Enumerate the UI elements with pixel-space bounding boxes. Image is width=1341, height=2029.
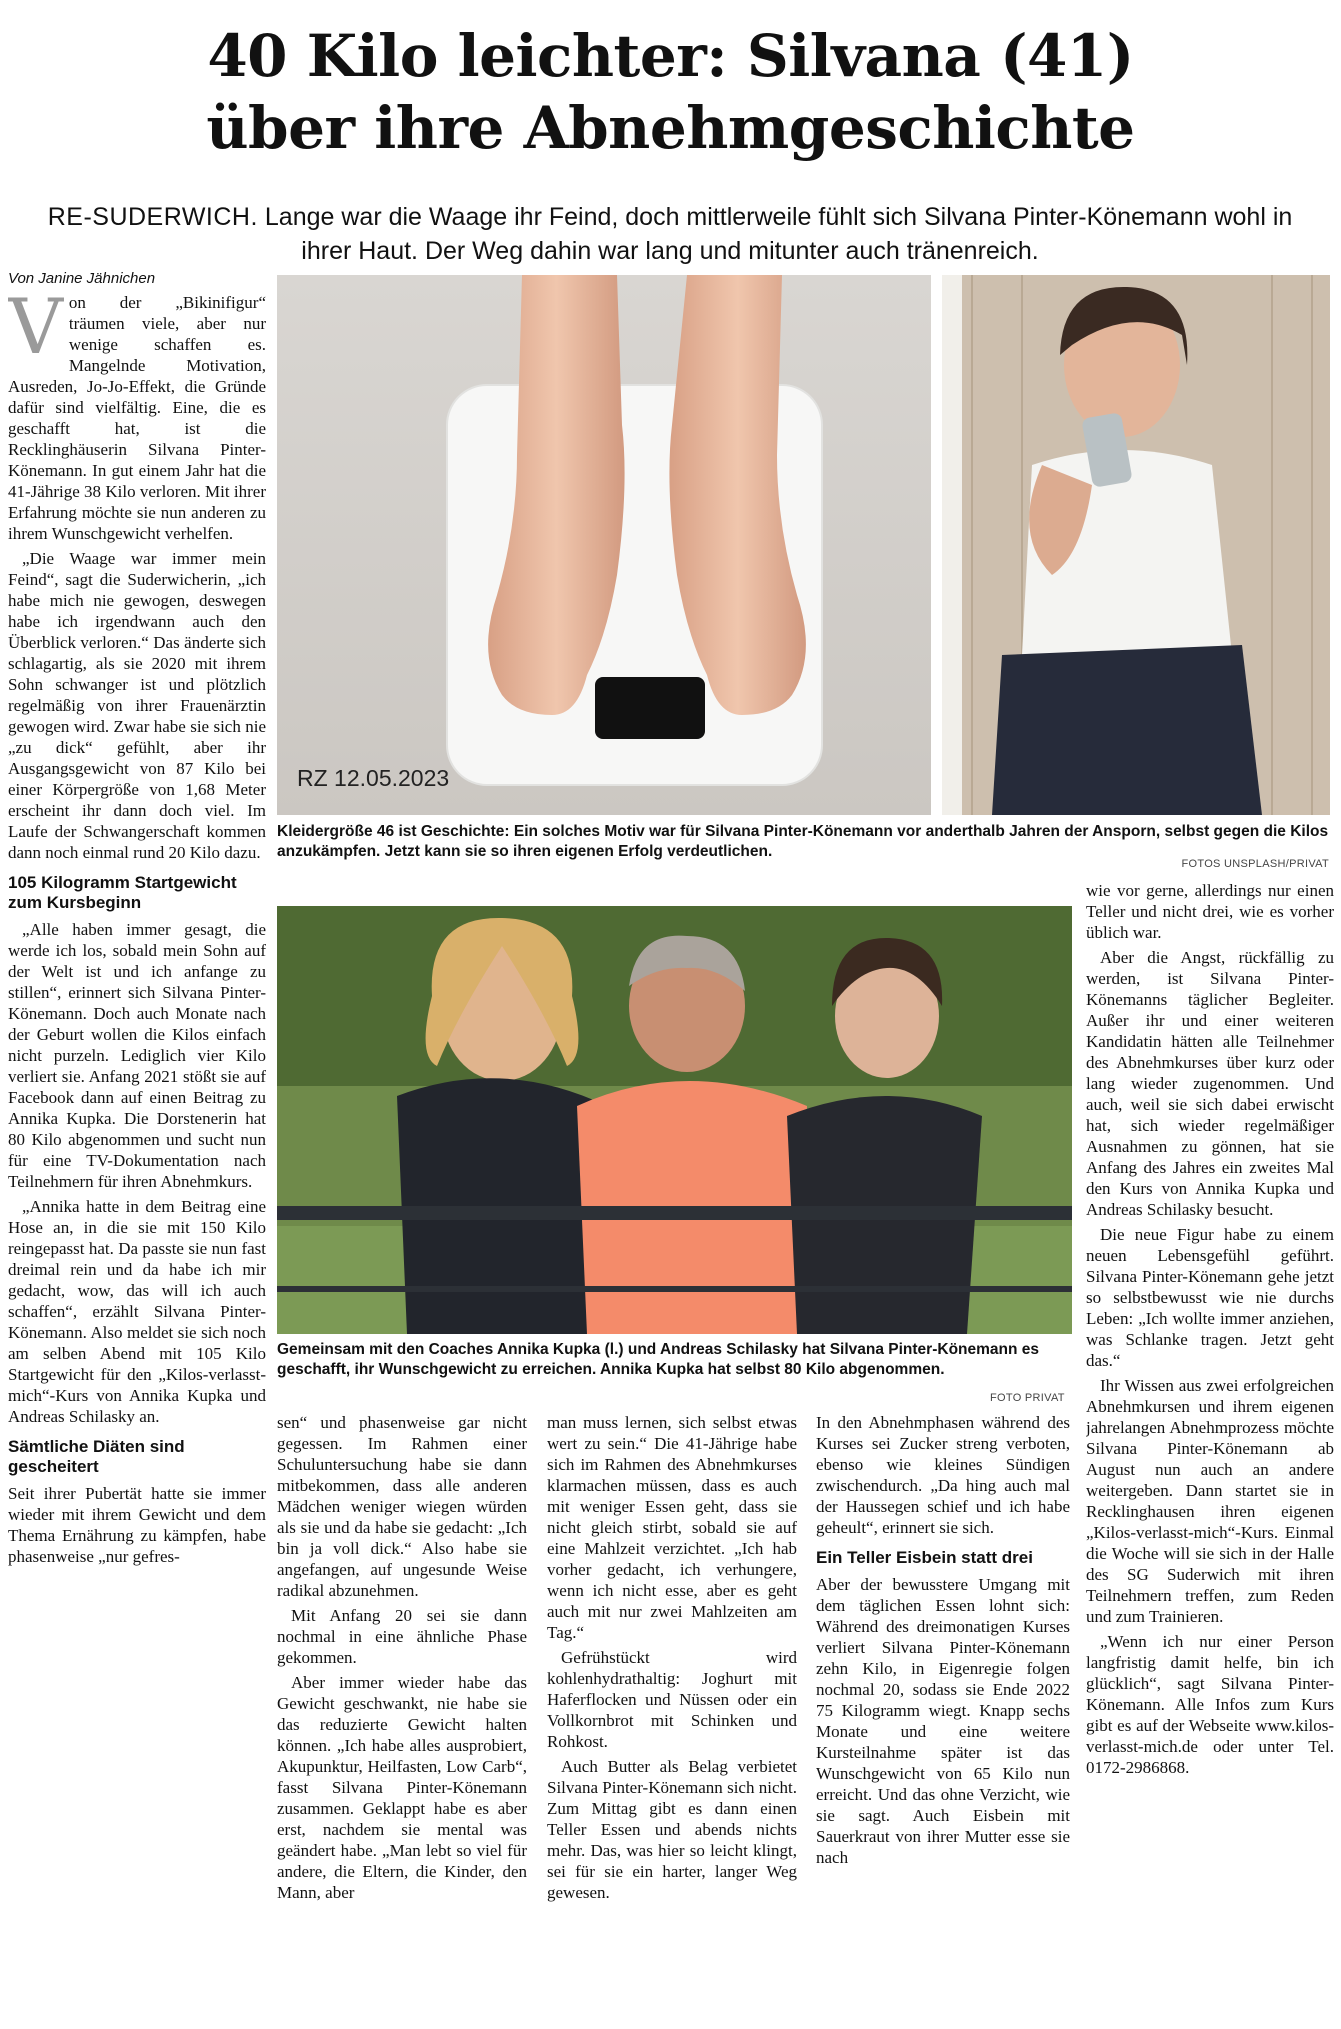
headline-line-1: 40 Kilo leichter: Silvana (41) xyxy=(207,22,1134,90)
photo-scale-illustration xyxy=(277,275,931,815)
drop-cap: V xyxy=(8,292,63,371)
photo-mirror-selfie xyxy=(942,275,1330,815)
article-paragraph: „Die Waage war immer mein Feind“, sagt die Suderwicherin, „ich habe mich nie gewogen, deswegen habe ich irgendwann auch den Überblick verloren.“ Das änderte sich schlagartig, als sie 2020 mit ihrem Sohn schwanger ist und plötzlich regelmäßig von ihrer Frauenärztin gewogen wird. Zwar habe sie sich nie „zu dick“ gefühlt, aber ihr Ausgangsgewicht von 87 Kilo bei einer Körpergröße von 1,68 Meter erscheint ihr dann doch viel. Im Laufe der Schwangerschaft kommen dann noch einmal rund 20 Kilo dazu. xyxy=(8,549,266,862)
article-paragraph: Die neue Figur habe zu einem neuen Lebensgefühl geführt. Silvana Pinter-Könemann gehe jetzt so selbstbewusst wie nie durchs Leben: „Ich wollte immer anziehen, was Schlanke tragen. Jetzt geht das.“ xyxy=(1086,1225,1334,1370)
lead-text: Lange war die Waage ihr Feind, doch mittlerweile fühlt sich Silvana Pinter-Könemann wohl in ihrer Haut. Der Weg dahin war lang und mitunter auch tränenreich. xyxy=(264,203,1293,265)
article-column-5 xyxy=(1086,880,1334,2027)
credit-mid-photo: FOTO PRIVAT xyxy=(990,1392,1065,1404)
article-paragraph: In den Abnehmphasen während des Kurses sei Zucker streng verboten, ebenso wie kleines Sündigen zwischendurch. „Da hing auch mal der Haussegen schief und ich habe geheult“, erinnert sie sich. xyxy=(816,1413,1070,1537)
photo-scale-feet xyxy=(277,275,931,815)
article-paragraph: Gefrühstückt wird kohlenhydrathaltig: Joghurt mit Haferflocken und Nüssen oder ein Vollkornbrot mit Schinken und Rohkost. xyxy=(547,1648,797,1751)
lead-paragraph xyxy=(40,200,1300,268)
article-column-2 xyxy=(277,1412,527,2027)
article-paragraph: Seit ihrer Pubertät hatte sie immer wieder mit ihrem Gewicht und dem Thema Ernährung zu kämpfen, habe phasenweise „nur gefres- xyxy=(8,1484,266,1566)
article-paragraph: Von der „Bikinifigur“ träumen viele, aber nur wenige schaffen es. Mangelnde Motivation, Ausreden, Jo-Jo-Effekt, die Gründe dafür sind vielfältig. Eine, die es geschafft hat, ist die Recklinghäuserin Silvana Pinter-Könemann. In gut einem Jahr hat die 41-Jährige 38 Kilo verloren. Mit ihrer Erfahrung möchte sie nun anderen zu ihrem Wunschgewicht verhelfen. xyxy=(8,292,266,543)
photo-coaches xyxy=(277,906,1072,1334)
article-paragraph: wie vor gerne, allerdings nur einen Teller und nicht drei, wie es vorher üblich war. xyxy=(1086,881,1334,942)
article-paragraph: Aber der bewusstere Umgang mit dem täglichen Essen lohnt sich: Während des dreimonatigen Kurses verliert Silvana Pinter-Könemann zehn Kilo, in Eigenregie folgen nochmal 20, sodass sie Ende 2022 75 Kilogramm wiegt. Knapp sechs Monate und eine weitere Kursteilnahme später ist das Wunschgewicht von 65 Kilo nun erreicht. Und das ohne Verzicht, wie sie sagt. Auch Eisbein mit Sauerkraut von ihrer Mutter esse sie nach xyxy=(816,1575,1070,1867)
lead-dateline: RE-SUDERWICH. xyxy=(47,203,258,231)
subheading: Sämtliche Diäten sind gescheitert xyxy=(8,1437,185,1476)
article-column-3 xyxy=(547,1412,797,2027)
article-column-1 xyxy=(8,292,266,2027)
credit-top-photo: FOTOS UNSPLASH/PRIVAT xyxy=(1181,858,1329,870)
subheading: 105 Kilogramm Startgewicht zum Kursbeginn xyxy=(8,873,237,912)
caption-mid-photo: Gemeinsam mit den Coaches Annika Kupka (l.) und Andreas Schilasky hat Silvana Pinter-Könemann es geschafft, ihr Wunschgewicht zu erreichen. Annika Kupka hat selbst 80 Kilo abgenommen. xyxy=(277,1341,1040,1378)
date-stamp: RZ 12.05.2023 xyxy=(297,765,450,791)
article-paragraph: sen“ und phasenweise gar nicht gegessen. Im Rahmen einer Schuluntersuchung habe sie dann mitbekommen, dass alle anderen Mädchen weniger wiegen würden als sie und da habe sie gedacht: „Ich bin ja voll dick.“ Also habe sie angefangen, auf ungesunde Weise radikal abzunehmen. xyxy=(277,1413,527,1600)
article-paragraph: Ihr Wissen aus zwei erfolgreichen Abnehmkursen und ihrem eigenen jahrelangen Abnehmprozess möchte Silvana Pinter-Könemann ab August nun auch an andere weitergeben. Dann startet sie in Recklinghausen ihren eigenen „Kilos-verlasst-mich“-Kurs. Einmal die Woche will sie sich in der Halle des SG Suderwich mit ihren Teilnehmern treffen, zum Reden und zum Trainieren. xyxy=(1086,1376,1334,1626)
article-paragraph: Mit Anfang 20 sei sie dann nochmal in eine ähnliche Phase gekommen. xyxy=(277,1606,527,1667)
headline-line-2: über ihre Abnehmgeschichte xyxy=(206,94,1135,162)
article-column-4 xyxy=(816,1412,1070,2027)
article-paragraph: „Annika hatte in dem Beitrag eine Hose an, in die sie mit 150 Kilo reingepasst hat. Da passte sie nun fast dreimal rein und da habe ich mir gedacht, wow, das will ich auch schaffen“, erzählt Silvana Pinter-Könemann. Also meldet sie sich noch am selben Abend mit 105 Kilo Startgewicht für den „Kilos-verlasst-mich“-Kurs von Annika Kupka und Andreas Schilasky an. xyxy=(8,1197,266,1426)
article-paragraph: man muss lernen, sich selbst etwas wert zu sein.“ Die 41-Jährige habe sich im Rahmen des Abnehmkurses klarmachen müssen, dass es auch mit weniger Essen geht, dass sie nicht gleich stirbt, sobald sie auf eine Mahlzeit verzichtet. „Ich hab vorher gedacht, ich verhungere, wenn ich nicht esse, aber es geht auch mit nur zwei Mahlzeiten am Tag.“ xyxy=(547,1413,797,1642)
article-paragraph: „Wenn ich nur einer Person langfristig damit helfe, bin ich glücklich“, sagt Silvana Pinter-Könemann. Alle Infos zum Kurs gibt es auf der Webseite www.kilos-verlasst-mich.de oder unter Tel. 0172-2986868. xyxy=(1086,1632,1334,1777)
subheading: Ein Teller Eisbein statt drei xyxy=(816,1548,1033,1567)
article-paragraph: Aber die Angst, rückfällig zu werden, ist Silvana Pinter-Könemanns täglicher Begleiter. Außer ihr und einer weiteren Kandidatin hätten alle Teilnehmer des Abnehmkurses über kurz oder lang wieder zugenommen. Und auch, weil sie sich dabei erwischt hat, sich wieder regelmäßiger Ausnahmen zu gönnen, hat sie Anfang des Jahres ein zweites Mal den Kurs von Annika Kupka und Andreas Schilasky besucht. xyxy=(1086,948,1334,1219)
headline xyxy=(0,20,1341,164)
photo-selfie-illustration xyxy=(942,275,1330,815)
byline: Von Janine Jähnichen xyxy=(8,270,156,287)
caption-top-photo: Kleidergröße 46 ist Geschichte: Ein solches Motiv war für Silvana Pinter-Könemann vor anderthalb Jahren der Ansporn, selbst gegen die Kilos anzukämpfen. Jetzt kann sie so ihren eigenen Erfolg verdeutlichen. xyxy=(277,823,1329,860)
article-paragraph: Aber immer wieder habe das Gewicht geschwankt, nie habe sie das reduzierte Gewicht halten können. „Ich habe alles ausprobiert, Akupunktur, Heilfasten, Low Carb“, fasst Silvana Pinter-Könemann zusammen. Geklappt habe es aber erst, nachdem sie mental was geändert habe. „Man lebt so viel für andere, die Eltern, die Kinder, den Mann, aber xyxy=(277,1673,527,1902)
article-paragraph: Auch Butter als Belag verbietet Silvana Pinter-Könemann sich nicht. Zum Mittag gibt es dann einen Teller Essen und abends nichts mehr. Das, was hier so leicht klingt, sei für sie ein harter, langer Weg gewesen. xyxy=(547,1757,797,1902)
photo-coaches-illustration xyxy=(277,906,1072,1334)
article-paragraph: „Alle haben immer gesagt, die werde ich los, sobald mein Sohn auf der Welt ist und ich anfange zu stillen“, erinnert sich Silvana Pinter-Könemann. Doch auch Monate nach der Geburt wollen die Kilos einfach nicht purzeln. Lediglich vier Kilo verliert sie. Anfang 2021 stößt sie auf Facebook dann auf einen Beitrag zu Annika Kupka. Die Dorstenerin hat 80 Kilo abgenommen und sucht nun für eine TV-Dokumentation nach Teilnehmern für ihren Abnehmkurs. xyxy=(8,920,266,1191)
